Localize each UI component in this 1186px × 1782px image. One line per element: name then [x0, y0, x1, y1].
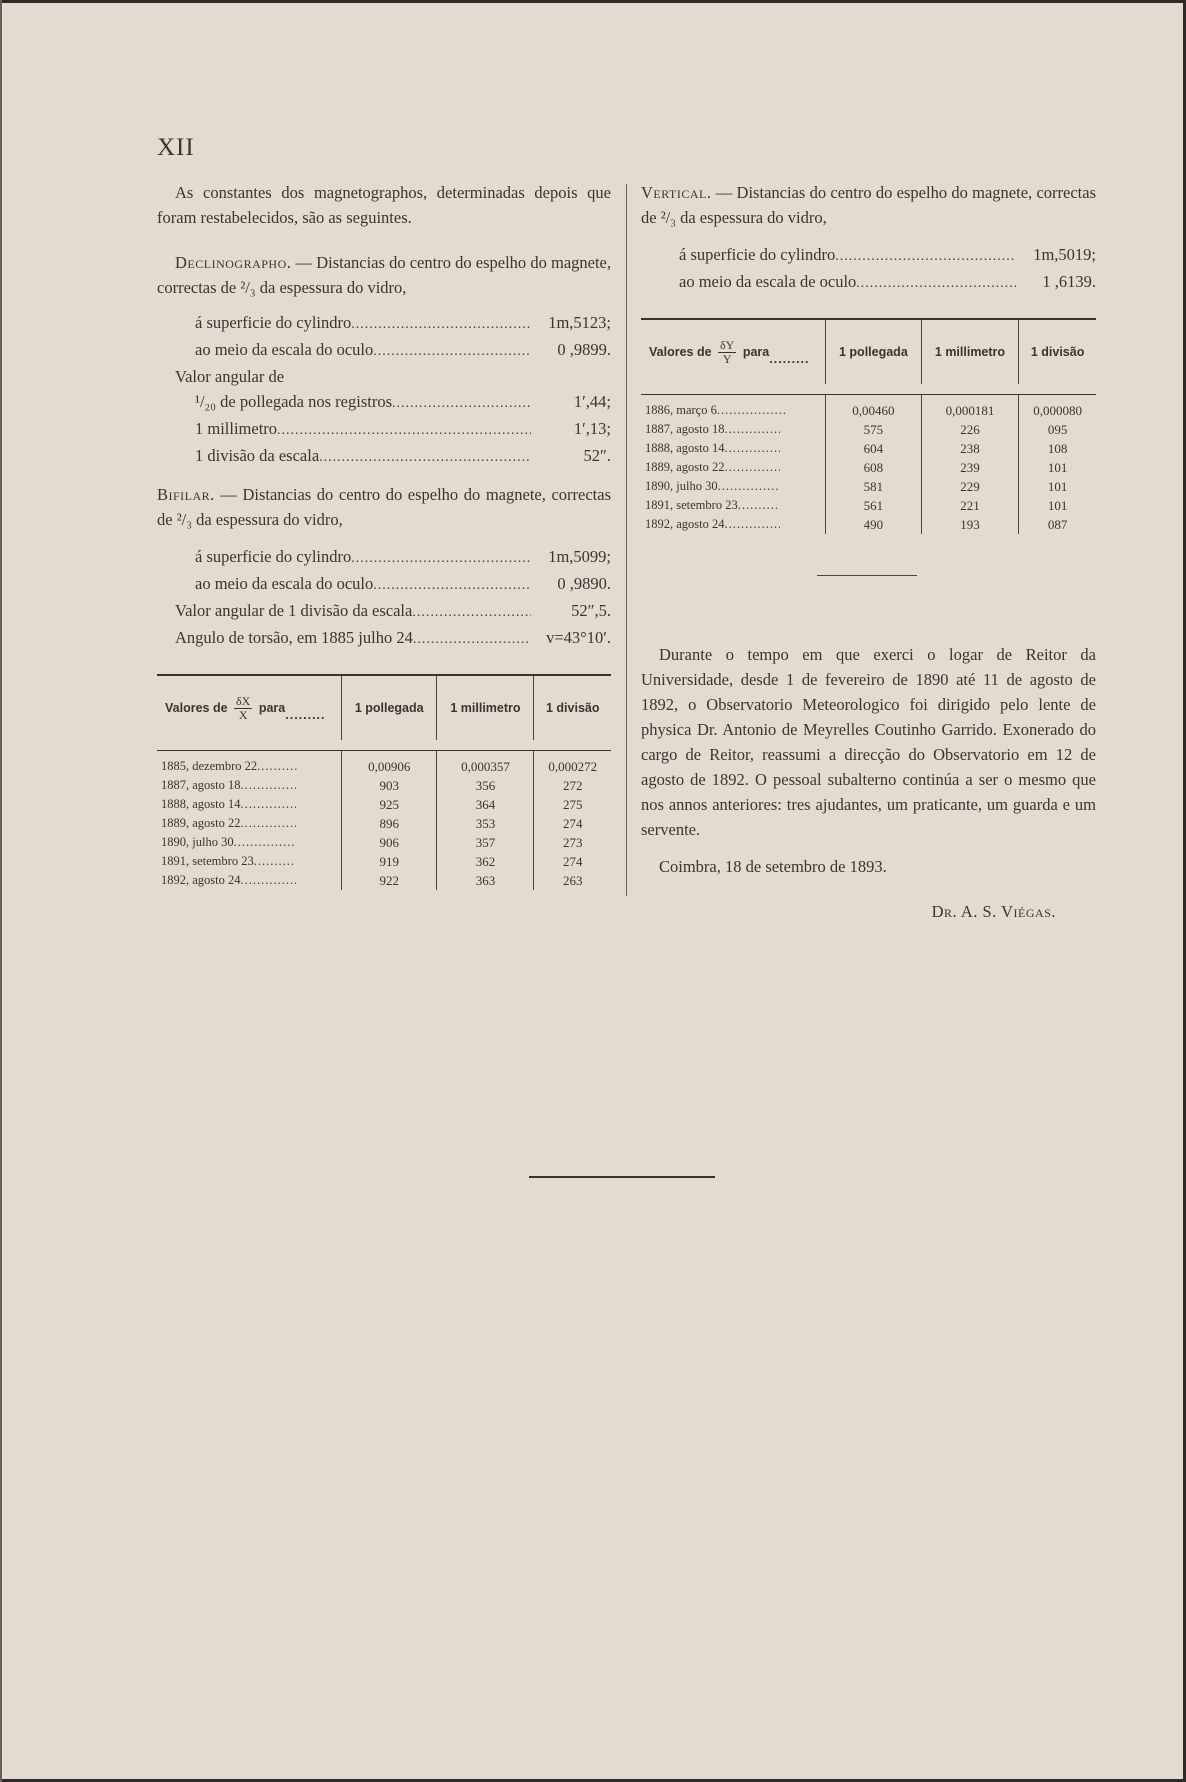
table-header-col: 1 divisão	[534, 675, 611, 740]
table-row	[157, 833, 611, 852]
angular-row: 1 divisão da escala ..... 52″.	[157, 443, 611, 470]
table-cell-value: 362	[437, 852, 534, 871]
table-cell-value: 108	[1019, 439, 1096, 458]
bifilar-table-body	[157, 757, 611, 890]
table-row	[641, 496, 1096, 515]
table-cell-value: 608	[826, 458, 922, 477]
table-row	[641, 439, 1096, 458]
table-cell-date: 1889, agosto 22.....	[157, 814, 342, 833]
bifilar-extra-row: Valor angular de 1 divisão da escala ..... 52″,5.	[157, 598, 611, 625]
table-cell-value: 0,00906	[342, 757, 437, 776]
table-cell-date: 1886, março 6.....	[641, 401, 826, 420]
table-cell-value: 925	[342, 795, 437, 814]
table-cell-value: 490	[826, 515, 922, 534]
table-cell-value: 364	[437, 795, 534, 814]
table-cell-value: 922	[342, 871, 437, 890]
bifilar-extra-row: Angulo de torsão, em 1885 julho 24 ..... v=43°10′.	[157, 625, 611, 652]
table-cell-value: 357	[437, 833, 534, 852]
table-header-col: 1 pollegada	[826, 319, 922, 384]
table-row	[157, 871, 611, 890]
table-cell-date: 1891, setembro 23.....	[157, 852, 342, 871]
table-cell-value: 101	[1019, 477, 1096, 496]
table-cell-date: 1887, agosto 18.....	[641, 420, 826, 439]
declino-row: á superficie do cylindro ..... 1m,5123;	[157, 310, 611, 337]
page-top-edge	[0, 0, 1186, 3]
table-cell-value: 239	[921, 458, 1018, 477]
page-left-edge	[0, 0, 2, 1782]
table-cell-value: 274	[534, 814, 611, 833]
table-row	[641, 458, 1096, 477]
table-header-label: Valores de $\frac{\delta X}{X}$ para.....	[157, 675, 342, 740]
table-cell-value: 919	[342, 852, 437, 871]
table-cell-date: 1889, agosto 22.....	[641, 458, 826, 477]
closing-paragraph: Durante o tempo em que exerci o logar de Reitor da Universidade, desde 1 de fevereiro de 1890 até 11 de agosto de 1892, o Observatorio Meteorologico foi dirigido pelo lente de physica Dr. Antonio de Meyrelles Coutinho Garrido. Exonerado do cargo de Reitor, reassumi a direcção do Observatorio em 12 de agosto de 1892. O pessoal subalterno continúa a ser o mesmo que nos annos anteriores: tres ajudantes, um praticante, um guarda e um servente.	[641, 645, 1096, 839]
table-cell-date: 1887, agosto 18.....	[157, 776, 342, 795]
declinographo-heading: Declinographo.	[175, 253, 292, 272]
column-divider	[626, 184, 627, 896]
page-number: XII	[157, 134, 195, 161]
table-cell-value: 0,00460	[826, 401, 922, 420]
table-cell-value: 906	[342, 833, 437, 852]
table-header-col: 1 millimetro	[921, 319, 1018, 384]
bifilar-heading: Bifilar.	[157, 485, 215, 504]
table-cell-value: 238	[921, 439, 1018, 458]
vertical-heading: Vertical.	[641, 183, 712, 202]
table-cell-value: 0,000181	[921, 401, 1018, 420]
declino-row: ao meio da escala do oculo ..... 0 ,9899.	[157, 337, 611, 364]
table-cell-date: 1892, agosto 24.....	[157, 871, 342, 890]
table-cell-date: 1890, julho 30.....	[641, 477, 826, 496]
table-cell-value: 561	[826, 496, 922, 515]
table-cell-value: 363	[437, 871, 534, 890]
angular-heading: Valor angular de	[175, 367, 285, 386]
table-row	[157, 776, 611, 795]
right-column	[641, 180, 1096, 924]
table-cell-value: 353	[437, 814, 534, 833]
table-cell-value: 101	[1019, 496, 1096, 515]
table-cell-value: 221	[921, 496, 1018, 515]
table-cell-date: 1892, agosto 24.....	[641, 515, 826, 534]
table-cell-value: 575	[826, 420, 922, 439]
table-cell-value: 581	[826, 477, 922, 496]
vertical-table	[641, 318, 1096, 534]
bifilar-paragraph	[157, 482, 611, 532]
table-row	[157, 757, 611, 776]
table-header-col: 1 pollegada	[342, 675, 437, 740]
section-divider	[817, 575, 917, 576]
table-header-col: 1 divisão	[1019, 319, 1096, 384]
table-cell-value: 226	[921, 420, 1018, 439]
left-column	[157, 180, 611, 890]
table-row	[157, 814, 611, 833]
declinographo-text: — Distancias do centro do espelho do magnete, correctas de ²/₃ da espessura do vidro,	[157, 253, 611, 297]
vertical-text: — Distancias do centro do espelho do magnete, correctas de ²/₃ da espessura do vidro,	[641, 183, 1096, 227]
fraction-dy-y: $\frac{\delta Y}{Y}$	[720, 337, 735, 366]
table-cell-value: 263	[534, 871, 611, 890]
vertical-row: ao meio da escala de oculo ..... 1 ,6139.	[641, 269, 1096, 296]
bifilar-text: — Distancias do centro do espelho do magnete, correctas de ²/₃ da espessura do vidro,	[157, 485, 611, 529]
bifilar-row: á superficie do cylindro ..... 1m,5099;	[157, 544, 611, 571]
table-cell-value: 0,000272	[534, 757, 611, 776]
bifilar-row: ao meio da escala do oculo ..... 0 ,9890.	[157, 571, 611, 598]
table-row	[641, 401, 1096, 420]
angular-row: 1 millimetro ..... 1′,13;	[157, 416, 611, 443]
table-cell-value: 272	[534, 776, 611, 795]
table-cell-value: 095	[1019, 420, 1096, 439]
table-cell-value: 273	[534, 833, 611, 852]
table-cell-date: 1888, agosto 14.....	[157, 795, 342, 814]
table-cell-value: 087	[1019, 515, 1096, 534]
intro-paragraph: As constantes dos magnetographos, determinadas depois que foram restabelecidos, são as seguintes.	[157, 183, 611, 227]
table-row	[157, 795, 611, 814]
table-cell-date: 1885, dezembro 22.....	[157, 757, 342, 776]
place-date: Coimbra, 18 de setembro de 1893.	[659, 857, 887, 876]
table-cell-date: 1890, julho 30.....	[157, 833, 342, 852]
table-header-label: Valores de $\frac{\delta Y}{Y}$ para.....	[641, 319, 826, 384]
table-row	[157, 852, 611, 871]
signature: Dr. A. S. Viégas.	[931, 902, 1056, 921]
table-cell-value: 275	[534, 795, 611, 814]
vertical-paragraph	[641, 180, 1096, 230]
bifilar-table	[157, 674, 611, 890]
table-cell-value: 229	[921, 477, 1018, 496]
table-header-col: 1 millimetro	[437, 675, 534, 740]
table-cell-value: 274	[534, 852, 611, 871]
table-cell-value: 0,000080	[1019, 401, 1096, 420]
table-cell-value: 896	[342, 814, 437, 833]
declinographo-paragraph	[157, 250, 611, 300]
table-row	[641, 515, 1096, 534]
table-row	[641, 477, 1096, 496]
table-cell-value: 356	[437, 776, 534, 795]
table-cell-value: 604	[826, 439, 922, 458]
vertical-table-body	[641, 401, 1096, 534]
table-cell-date: 1891, setembro 23.....	[641, 496, 826, 515]
end-rule	[529, 1176, 715, 1178]
angular-row: ¹/₂₀ de pollegada nos registros ..... 1′,44;	[157, 389, 611, 416]
table-cell-value: 193	[921, 515, 1018, 534]
vertical-row: á superficie do cylindro ..... 1m,5019;	[641, 242, 1096, 269]
table-cell-date: 1888, agosto 14.....	[641, 439, 826, 458]
table-row	[641, 420, 1096, 439]
table-cell-value: 0,000357	[437, 757, 534, 776]
table-cell-value: 903	[342, 776, 437, 795]
table-cell-value: 101	[1019, 458, 1096, 477]
fraction-dx-x: $\frac{\delta X}{X}$	[236, 693, 251, 722]
